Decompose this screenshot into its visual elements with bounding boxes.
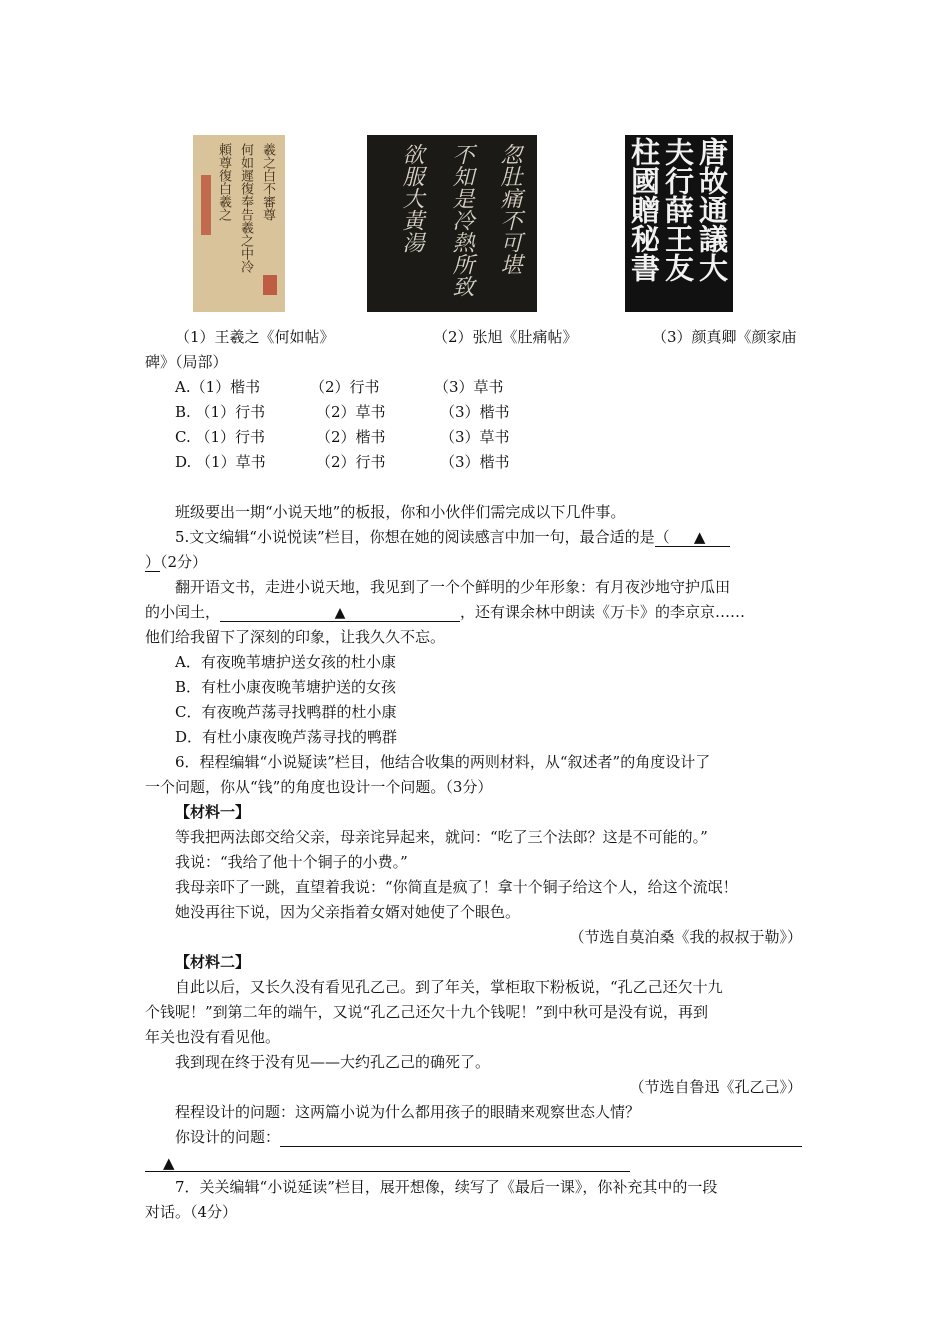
material-1-line: 她没再往下说，因为父亲指着女婿对她使了个眼色。 <box>175 903 521 921</box>
answer-mark: ▲ <box>693 528 706 546</box>
q5-option-b[interactable]: B．有杜小康夜晚苇塘护送的女孩 <box>175 678 397 696</box>
calligraphy-column: 何如遲復奉告羲之中冷 <box>238 143 253 273</box>
option-part: B. （1）行书 <box>175 403 266 421</box>
q5-option-d[interactable]: D．有杜小康夜晚芦荡寻找的鸭群 <box>175 728 398 746</box>
passage-text: 的小闰土， <box>145 603 221 621</box>
seal-stamp <box>263 275 277 295</box>
q6-your-question <box>175 1127 802 1147</box>
material-2-title: 【材料二】 <box>175 953 251 971</box>
option-part: （2）行书 <box>316 453 386 471</box>
calligraphy-image-1 <box>193 135 285 312</box>
caption-3-continued: 碑》（局部） <box>145 353 228 371</box>
q5-stem <box>175 527 730 547</box>
q7-stem-cont: 对话。（4分） <box>145 1203 238 1221</box>
q5-passage-line <box>145 602 745 622</box>
option-part: （3）草书 <box>440 428 510 446</box>
material-1-line: 我母亲吓了一跳，直望着我说：“你简直是疯了！拿十个铜子给这个人，给这个流氓！ <box>175 878 738 896</box>
option-part: D. （1）草书 <box>175 453 266 471</box>
option-part: （2）草书 <box>316 403 386 421</box>
material-2-line: 年关也没有看见他。 <box>145 1028 281 1046</box>
paren: ） <box>145 553 161 571</box>
paren: （ <box>654 528 670 546</box>
q5-passage-line: 他们给我留下了深刻的印象，让我久久不忘。 <box>145 628 446 646</box>
q5-stem-cont <box>145 552 207 572</box>
option-part: （3）楷书 <box>440 403 510 421</box>
option-part: A.（1）楷书 <box>175 378 261 396</box>
answer-mark: ▲ <box>334 605 346 621</box>
option-part: （2）楷书 <box>316 428 386 446</box>
calligraphy-image-3 <box>625 135 733 312</box>
material-2-line: 自此以后，又长久没有看见孔乙己。到了年关，掌柜取下粉板说，“孔乙己还欠十九 <box>175 978 723 996</box>
q6-stem: 6．程程编辑“小说疑读”栏目，他结合收集的两则材料，从“叙述者”的角度设计了 <box>175 753 711 771</box>
q5-option-c[interactable]: C．有夜晚芦荡寻找鸭群的杜小康 <box>175 703 397 721</box>
option-part: （2）行书 <box>310 378 380 396</box>
q6-designed-question: 程程设计的问题：这两篇小说为什么都用孩子的眼睛来观察世态人情？ <box>175 1103 641 1121</box>
option-part: （3）草书 <box>434 378 504 396</box>
seal-stamp <box>201 175 211 235</box>
your-question-label: 你设计的问题： <box>175 1128 281 1146</box>
answer-mark: ▲ <box>163 1154 175 1172</box>
material-2-source: （节选自鲁迅《孔乙己》） <box>629 1078 802 1096</box>
material-1-line: 我说：“我给了他十个铜子的小费。” <box>175 853 408 871</box>
q5-score: （2分） <box>160 553 208 571</box>
calligraphy-column: 欲服大黃湯 <box>399 143 424 253</box>
material-2-line: 我到现在终于没有见——大约孔乙己的确死了。 <box>175 1053 491 1071</box>
caption-3: （3）颜真卿《颜家庙 <box>652 328 797 346</box>
q6-answer-blank[interactable] <box>280 1130 802 1147</box>
q6-stem-cont: 一个问题，你从“钱”的角度也设计一个问题。（3分） <box>145 778 493 796</box>
calligraphy-column: 不知是冷熱所致 <box>449 143 474 297</box>
material-1-title: 【材料一】 <box>175 803 251 821</box>
calligraphy-column: 忽肚痛不可堪 <box>497 143 522 275</box>
q5-answer-blank[interactable] <box>655 528 730 547</box>
material-1-source: （节选自莫泊桑《我的叔叔于勒》） <box>569 928 802 946</box>
caption-1: （1）王羲之《何如帖》 <box>175 328 335 346</box>
section-intro: 班级要出一期“小说天地”的板报，你和小伙伴们需完成以下几件事。 <box>175 503 626 521</box>
material-2-line: 个钱呢！”到第二年的端午，又说“孔乙己还欠十九个钱呢！”到中秋可是没有说，再到 <box>145 1003 709 1021</box>
material-1-line: 等我把两法郎交给父亲，母亲诧异起来，就问：“吃了三个法郎？这是不可能的。” <box>175 828 708 846</box>
calligraphy-column: 唐故通議大 <box>695 137 729 282</box>
q5-passage-blank[interactable] <box>220 605 460 622</box>
option-part: C. （1）行书 <box>175 428 266 446</box>
calligraphy-image-2 <box>367 135 537 312</box>
calligraphy-column: 夫行薛王友 <box>661 137 695 282</box>
calligraphy-column: 柱國贈秘書 <box>627 137 661 282</box>
caption-2: （2）张旭《肚痛帖》 <box>433 328 578 346</box>
option-part: （3）楷书 <box>440 453 510 471</box>
q5-stem-text: 5.文文编辑“小说悦读”栏目，你想在她的阅读感言中加一句，最合适的是 <box>175 528 655 546</box>
passage-text: ，还有课余林中朗读《万卡》的李京京…… <box>460 603 746 621</box>
q6-answer-blank-2[interactable] <box>145 1155 630 1172</box>
calligraphy-column: 羲之白不審尊 <box>260 143 275 221</box>
calligraphy-column: 頼尊復白羲之 <box>216 143 231 221</box>
q5-option-a[interactable]: A．有夜晚苇塘护送女孩的杜小康 <box>175 653 396 671</box>
q7-stem: 7．关关编辑“小说延读”栏目，展开想像，续写了《最后一课》，你补充其中的一段 <box>175 1178 718 1196</box>
q6-answer-line-2 <box>145 1152 630 1172</box>
q5-passage-line: 翻开语文书，走进小说天地，我见到了一个个鲜明的少年形象：有月夜沙地守护瓜田 <box>175 578 731 596</box>
